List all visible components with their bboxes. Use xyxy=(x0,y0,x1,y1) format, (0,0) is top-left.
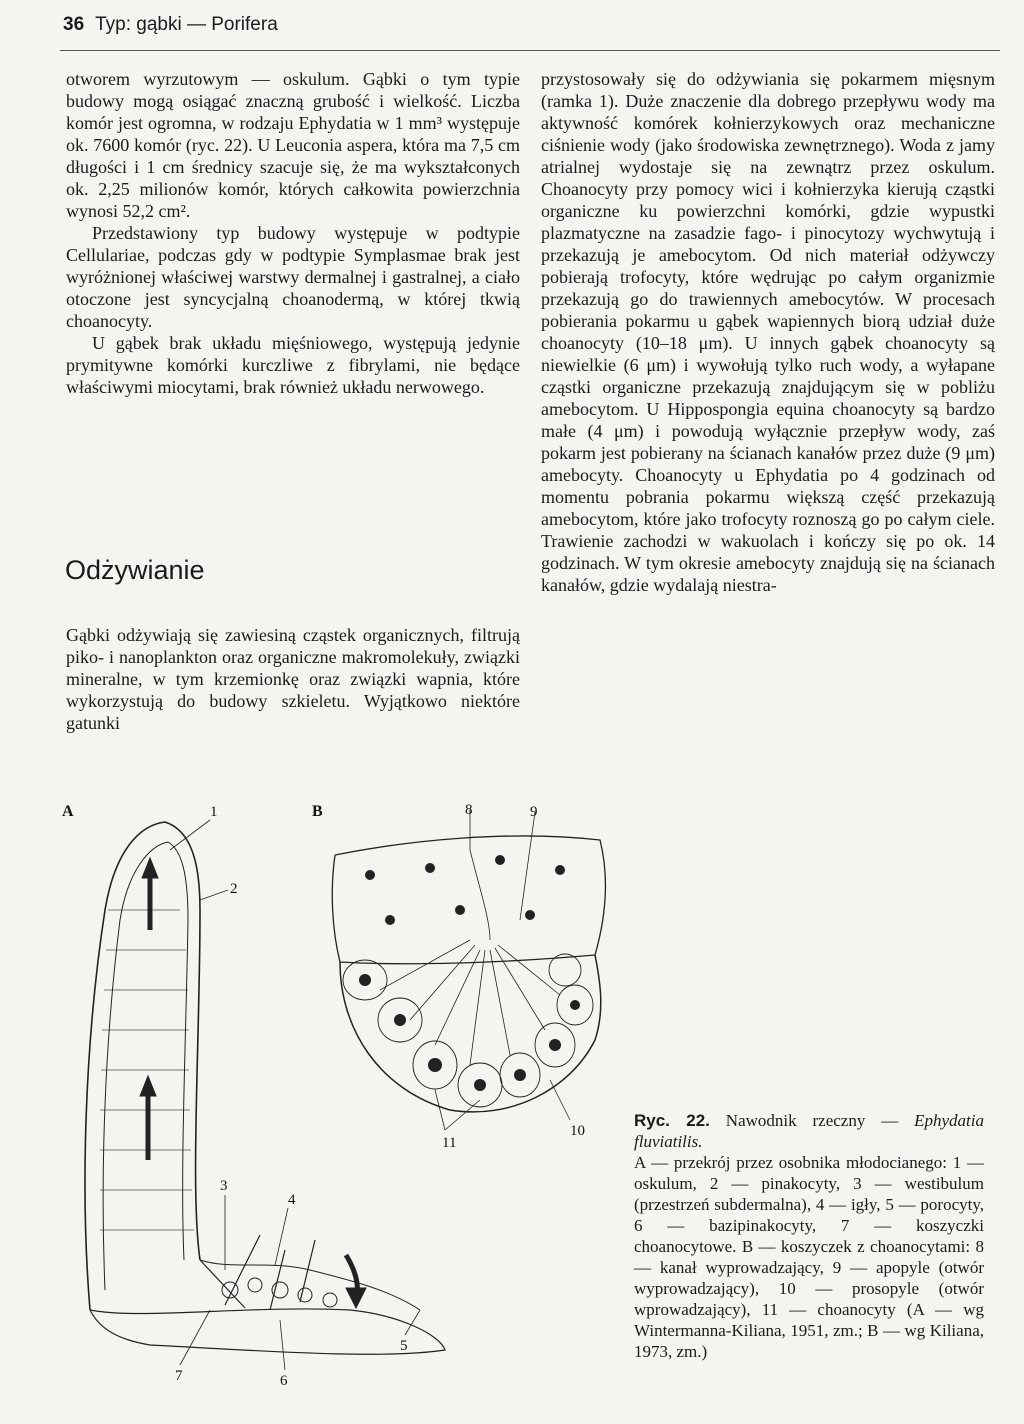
caption-title: Nawodnik rzeczny — xyxy=(725,1111,899,1130)
panel-b-drawing xyxy=(332,810,605,1130)
right-column xyxy=(541,68,995,596)
left-paragraph-1: otworem wyrzutowym — oskulum. Gąbki o tym typie budowy mogą osiągać znaczną grubość i wielkość. Liczba komór jest ogromna, w rodzaju Ephydatia w 1 mm³ występuje ok. 7600 komór (ryc. 22). U Leuconia aspera, która ma 7,5 cm długości i 1 cm średnicy szacuje się, że ma wykształconych ok. 2,25 milionów komór, których całkowita powierzchnia wynosi 52,2 cm². xyxy=(66,69,520,221)
panel-b-label: B xyxy=(312,803,323,820)
left-column xyxy=(66,68,520,398)
label-1: 1 xyxy=(210,804,218,820)
panel-a-label: A xyxy=(62,803,74,820)
right-paragraph-1: przystosowały się do odżywiania się pokarmem mięsnym (ramka 1). Duże znaczenie dla dobrego przepływu wody ma aktywność komórek kołnierzykowych oraz mechaniczne ciśnienie wody (jako środowiska zewnętrznego). Woda z jamy atrialnej wydostaje się na zewnątrz przez oskulum. Choanocyty przy pomocy wici i kołnierzyka kierują cząstki organiczne ku powierzchni komórki, gdzie wypustki plazmatyczne na zasadzie fago- i pinocytozy wychwytują i przekazują je amebocytom. Od nich materiał odżywczy pobierają trofocyty, które wędrując po całym organizmie przekazują go do trawiennych amebocytów. W procesach pobierania pokarmu u gąbek wapiennych biorą udział duże choanocyty (10–18 μm). U innych gąbek choanocyty są niewielkie (6 μm) i wywołują tylko ruch wody, a wyłapane cząstki organiczne przekazują znajdującym się w pobliżu amebocytom. U Hippospongia equina choanocyty są bardzo małe (4 μm) i powodują wyłącznie przepływ wody, zaś pokarm jest pobierany na ścianach kanałów przez duże (9 μm) amebocyty. Choanocyty u Ephydatia po 4 godzinach od momentu pobrania pokarmu większą część przekazują amebocytom, które jako trofocyty roznoszą go po całym ciele. Trawienie zachodzi w wakuolach i kończy się po ok. 14 godzinach. W tym okresie amebocyty znajdują się na ścianach kanałów, gdzie wydalają niestra- xyxy=(541,69,995,595)
label-4: 4 xyxy=(288,1192,296,1208)
running-header xyxy=(63,14,278,36)
label-11: 11 xyxy=(442,1135,457,1151)
left-paragraph-3: U gąbek brak układu mięśniowego, występują jedynie prymitywne komórki kurczliwe z fibrylami, nie będące właściwymi miocytami, brak również układu nerwowego. xyxy=(66,333,520,397)
label-7: 7 xyxy=(175,1368,183,1384)
left-paragraph-2: Przedstawiony typ budowy występuje w podtypie Cellulariae, podczas gdy w podtypie Symplasmae brak jest wyróżnionej właściwej warstwy dermalnej i gastralnej, a ciało otoczone jest syncycjalną choanodermą, w której tkwią choanocyty. xyxy=(66,223,520,331)
figure-caption xyxy=(634,1110,984,1362)
figure-illustration xyxy=(50,790,640,1390)
caption-number: Ryc. 22. xyxy=(634,1111,710,1130)
label-9: 9 xyxy=(530,804,538,820)
label-2: 2 xyxy=(230,881,238,897)
section-heading: Odżywianie xyxy=(65,555,205,585)
caption-species: Ephydatia fluviatilis. xyxy=(634,1111,985,1151)
section-title: Typ: gąbki — Porifera xyxy=(95,14,278,35)
header-rule xyxy=(60,50,1000,51)
figure-22 xyxy=(50,790,640,1390)
label-10: 10 xyxy=(570,1123,585,1139)
label-5: 5 xyxy=(400,1338,408,1354)
page-number: 36 xyxy=(63,14,85,35)
section-paragraph: Gąbki odżywiają się zawiesiną cząstek organicznych, filtrują piko- i nanoplankton oraz organiczne makromolekuły, związki mineralne, w tym krzemionkę oraz związki wapnia, które wykorzystują do budowy szkieletu. Wyjątkowo niektóre gatunki xyxy=(66,625,520,733)
caption-body: A — przekrój przez osobnika młodocianego: 1 — oskulum, 2 — pinakocyty, 3 — westibulum (przestrzeń subdermalna), 4 — igły, 5 — porocyty, 6 — bazipinakocyty, 7 — koszyczki choanocytowe. B — koszyczek z choanocytami: 8 — kanał wyprowadzający, 9 — apopyle (otwór wyprowadzający), 10 — prosopyle (otwór wprowadzający), 11 — choanocyty (A — wg Wintermanna-Kiliana, 1951, zm.; B — wg Kiliana, 1973, zm.) xyxy=(634,1153,984,1361)
label-6: 6 xyxy=(280,1373,288,1389)
panel-a-drawing xyxy=(85,820,445,1370)
label-8: 8 xyxy=(465,802,473,818)
label-3: 3 xyxy=(220,1178,228,1194)
